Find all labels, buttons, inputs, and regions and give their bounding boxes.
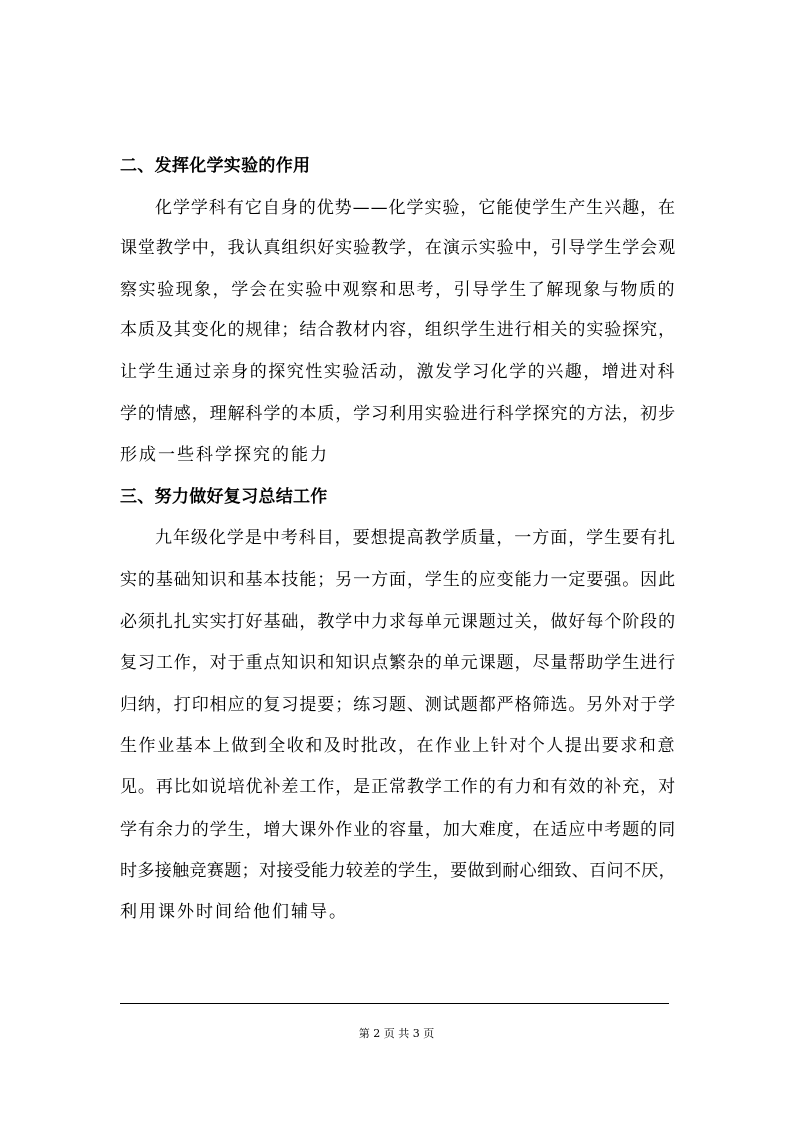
paragraph-line: 化学学科有它自身的优势——化学实验，它能使学生产生兴趣，在 <box>155 198 676 218</box>
paragraph-line: 复习工作，对于重点知识和知识点繁杂的单元课题，尽量帮助学生进行 <box>120 653 676 673</box>
paragraph-line: 归纳，打印相应的复习提要；练习题、测试题都严格筛选。另外对于学 <box>120 695 676 715</box>
section-heading: 三、努力做好复习总结工作 <box>120 487 328 507</box>
paragraph-line: 学的情感，理解科学的本质，学习利用实验进行科学探究的方法，初步 <box>120 404 676 424</box>
paragraph-line: 必须扎扎实实打好基础，教学中力求每单元课题过关，做好每个阶段的 <box>120 612 676 632</box>
paragraph-line: 学有余力的学生，增大课外作业的容量，加大难度，在适应中考题的同 <box>120 820 676 840</box>
paragraph-line: 课堂教学中，我认真组织好实验教学，在演示实验中，引导学生学会观 <box>120 238 676 258</box>
paragraph-line: 九年级化学是中考科目，要想提高教学质量，一方面，学生要有扎 <box>155 528 676 548</box>
section-heading: 二、发挥化学实验的作用 <box>120 156 311 176</box>
paragraph-line: 见。再比如说培优补差工作，是正常教学工作的有力和有效的补充，对 <box>120 777 676 797</box>
page-number: 第 2 页 共 3 页 <box>358 1027 435 1040</box>
footer-divider <box>120 1003 669 1004</box>
paragraph-line: 实的基础知识和基本技能；另一方面，学生的应变能力一定要强。因此 <box>120 570 676 590</box>
paragraph-line: 利用课外时间给他们辅导。 <box>120 902 348 922</box>
paragraph-line: 形成一些科学探究的能力 <box>120 445 329 465</box>
paragraph-line: 察实验现象，学会在实验中观察和思考，引导学生了解现象与物质的 <box>120 280 676 300</box>
paragraph-line: 时多接触竞赛题；对接受能力较差的学生，要做到耐心细致、百问不厌， <box>120 861 676 881</box>
paragraph-line: 生作业基本上做到全收和及时批改，在作业上针对个人提出要求和意 <box>120 736 676 756</box>
paragraph-line: 让学生通过亲身的探究性实验活动，激发学习化学的兴趣，增进对科 <box>120 362 676 382</box>
paragraph-line: 本质及其变化的规律；结合教材内容，组织学生进行相关的实验探究， <box>120 320 676 340</box>
